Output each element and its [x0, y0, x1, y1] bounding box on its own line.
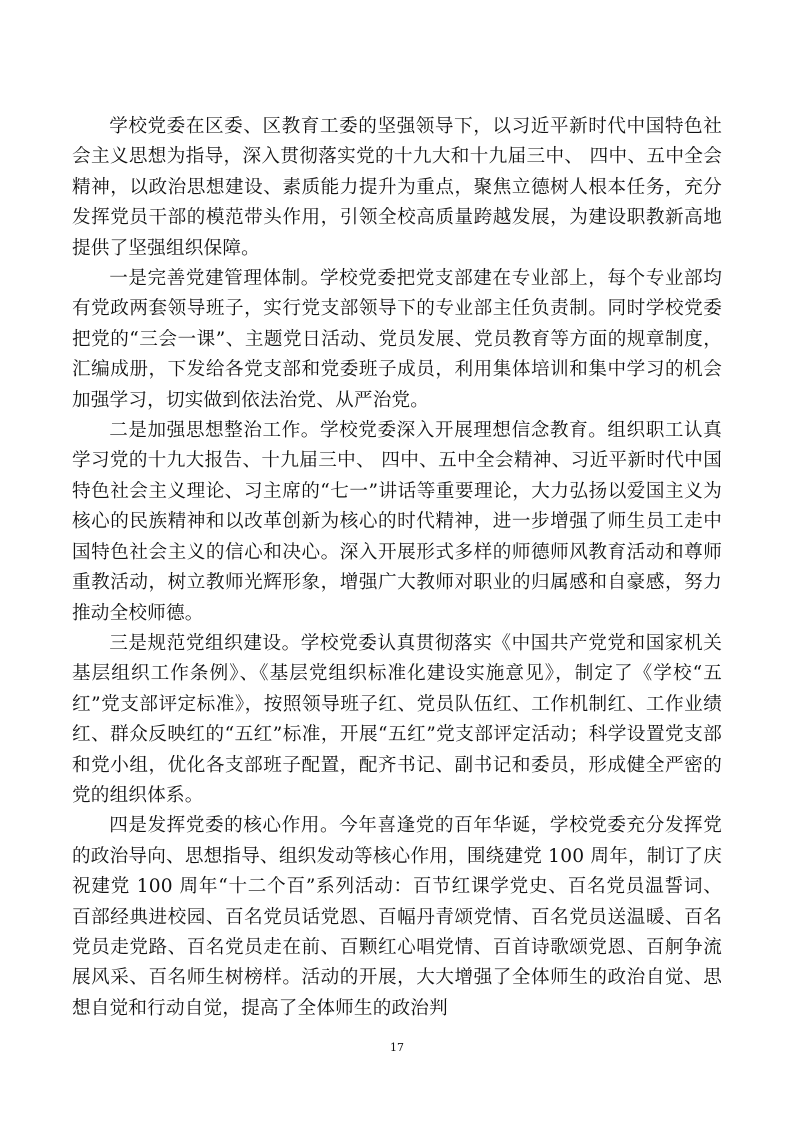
paragraph-intro: 学校党委在区委、区教育工委的坚强领导下，以习近平新时代中国特色社会主义思想为指导，深入贯彻落实党的十九大和十九届三中、 四中、五中全会精神，以政治思想建设、素质能力提升为重点，聚焦立德树人根本任务，充分发挥党员干部的模范带头作用，引领全校高质量跨越发展，为建设职教新高地提供了坚强组织保障。: [72, 116, 722, 259]
paragraph-ideological-work: 二是加强思想整治工作。学校党委深入开展理想信念教育。组织职工认真学习党的十九大报告、十九届三中、 四中、五中全会精神、习近平新时代中国特色社会主义理论、习主席的“七一”讲话等重要理论，大力弘扬以爱国主义为核心的民族精神和以改革创新为核心的时代精神，进一步增强了师生员工走中国特色社会主义的信心和决心。深入开展形式多样的师德师风教育活动和尊师重教活动，树立教师光辉形象，增强广大教师对职业的归属感和自豪感，努力推动全校师德。: [72, 420, 722, 624]
paragraph-core-role: 四是发挥党委的核心作用。今年喜逢党的百年华诞，学校党委充分发挥党的政治导向、思想指导、组织发动等核心作用，围绕建党 100 周年，制订了庆祝建党 100 周年“十二个百”系列活动：百节红课学党史、百名党员温誓词、百部经典进校园、百名党员话党恩、百幅丹青颂党情、百名党员送温暖、百名党员走党路、百名党员走在前、百颗红心唱党情、百首诗歌颂党恩、百舸争流展风采、百名师生树榜样。活动的开展，大大增强了全体师生的政治自觉、思想自觉和行动自觉，提高了全体师生的政治判: [72, 815, 722, 1019]
page-number: 17: [390, 1041, 404, 1054]
paragraph-organization-building: 三是规范党组织建设。学校党委认真贯彻落实《中国共产党党和国家机关基层组织工作条例》、《基层党组织标准化建设实施意见》，制定了《学校“五红”党支部评定标准》，按照领导班子红、党员队伍红、工作机制红、工作业绩红、群众反映红的“五红”标准，开展“五红”党支部评定活动；科学设置党支部和党小组，优化各支部班子配置，配齐书记、副书记和委员，形成健全严密的党的组织体系。: [72, 632, 722, 806]
paragraph-party-building-system: 一是完善党建管理体制。学校党委把党支部建在专业部上，每个专业部均有党政两套领导班子，实行党支部领导下的专业部主任负责制。同时学校党委把党的“三会一课”、主题党日活动、党员发展、党员教育等方面的规章制度，汇编成册，下发给各党支部和党委班子成员，利用集体培训和集中学习的机会加强学习，切实做到依法治党、从严治党。: [72, 268, 722, 411]
document-body: [72, 112, 722, 1024]
